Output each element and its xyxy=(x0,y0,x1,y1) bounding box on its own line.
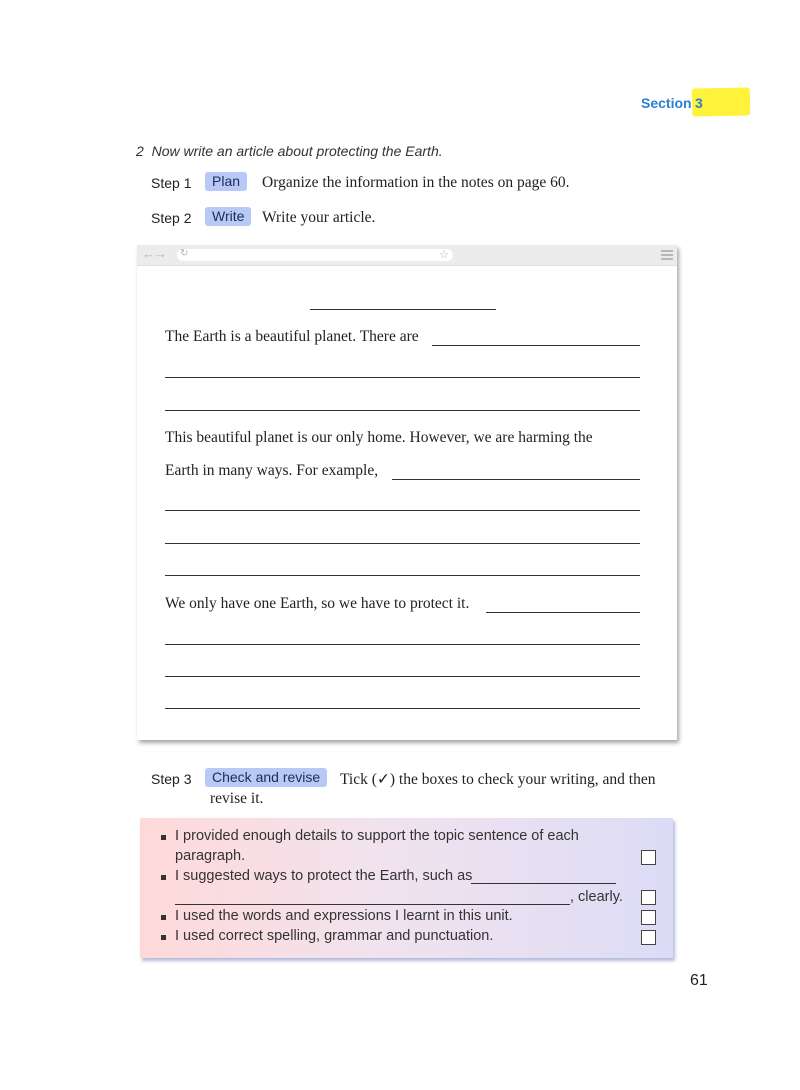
checklist-item-4: I used correct spelling, grammar and punctuation. xyxy=(175,928,494,944)
checklist-checkbox-3[interactable] xyxy=(641,910,656,925)
write-tag: Write xyxy=(205,207,251,226)
reload-icon: ↻ xyxy=(180,248,189,259)
step-2-text: Write your article. xyxy=(262,209,376,226)
step-2-tag xyxy=(205,207,251,226)
address-bar xyxy=(177,249,453,261)
checklist-checkbox-2[interactable] xyxy=(641,890,656,905)
section-label: Section xyxy=(641,95,692,111)
checklist-item-2-suffix: , clearly. xyxy=(570,889,623,905)
paragraph-2-line-2: Earth in many ways. For example, xyxy=(165,462,379,479)
writing-line[interactable] xyxy=(165,543,640,544)
checklist-item-1-line-2: paragraph. xyxy=(175,848,246,864)
bullet-icon xyxy=(161,875,166,880)
step-3-text: Tick (✓) the boxes to check your writing, and then xyxy=(340,771,656,788)
step-1-label: Step 1 xyxy=(151,175,192,191)
writing-line[interactable] xyxy=(165,676,640,677)
bullet-icon xyxy=(161,935,166,940)
writing-line[interactable] xyxy=(165,644,640,645)
writing-blank[interactable] xyxy=(486,612,640,613)
step-2-label: Step 2 xyxy=(151,210,192,226)
task-heading xyxy=(136,143,443,159)
title-blank[interactable] xyxy=(310,309,496,310)
checklist-checkbox-4[interactable] xyxy=(641,930,656,945)
article-browser-panel xyxy=(137,245,677,740)
writing-line[interactable] xyxy=(165,708,640,709)
checklist-item-3: I used the words and expressions I learnt in this unit. xyxy=(175,908,513,924)
step-3-text-continued: revise it. xyxy=(210,790,264,807)
browser-toolbar xyxy=(137,245,677,266)
writing-line[interactable] xyxy=(165,410,640,411)
step-1-text: Organize the information in the notes on page 60. xyxy=(262,174,570,191)
writing-blank[interactable] xyxy=(392,479,640,480)
writing-line[interactable] xyxy=(165,575,640,576)
paragraph-2-line-1: This beautiful planet is our only home. However, we are harming the xyxy=(165,429,593,446)
task-instruction: Now write an article about protecting the Earth. xyxy=(151,143,443,159)
bullet-icon xyxy=(161,915,166,920)
step-3-tag xyxy=(205,768,327,787)
back-forward-arrows-icon: ←→ xyxy=(142,246,166,261)
checklist-blank[interactable] xyxy=(175,904,570,905)
checklist-checkbox-1[interactable] xyxy=(641,850,656,865)
section-number: 3 xyxy=(695,95,703,111)
task-number: 2 xyxy=(136,143,144,159)
paragraph-1-start: The Earth is a beautiful planet. There are xyxy=(165,328,419,345)
step-1-tag xyxy=(205,172,247,191)
plan-tag: Plan xyxy=(205,172,247,191)
writing-blank[interactable] xyxy=(432,345,640,346)
writing-line[interactable] xyxy=(165,377,640,378)
star-icon: ☆ xyxy=(439,249,449,261)
bullet-icon xyxy=(161,835,166,840)
checklist-item-1-line-1: I provided enough details to support the topic sentence of each xyxy=(175,828,579,844)
paragraph-3-start: We only have one Earth, so we have to protect it. xyxy=(165,595,470,612)
step-3-label: Step 3 xyxy=(151,771,192,787)
writing-line[interactable] xyxy=(165,510,640,511)
checklist-panel xyxy=(140,818,673,958)
menu-icon xyxy=(661,250,673,262)
checklist-blank[interactable] xyxy=(471,883,616,884)
check-and-revise-tag: Check and revise xyxy=(205,768,327,787)
checklist-item-2-line-1: I suggested ways to protect the Earth, such as xyxy=(175,868,473,884)
page-number: 61 xyxy=(690,972,708,989)
